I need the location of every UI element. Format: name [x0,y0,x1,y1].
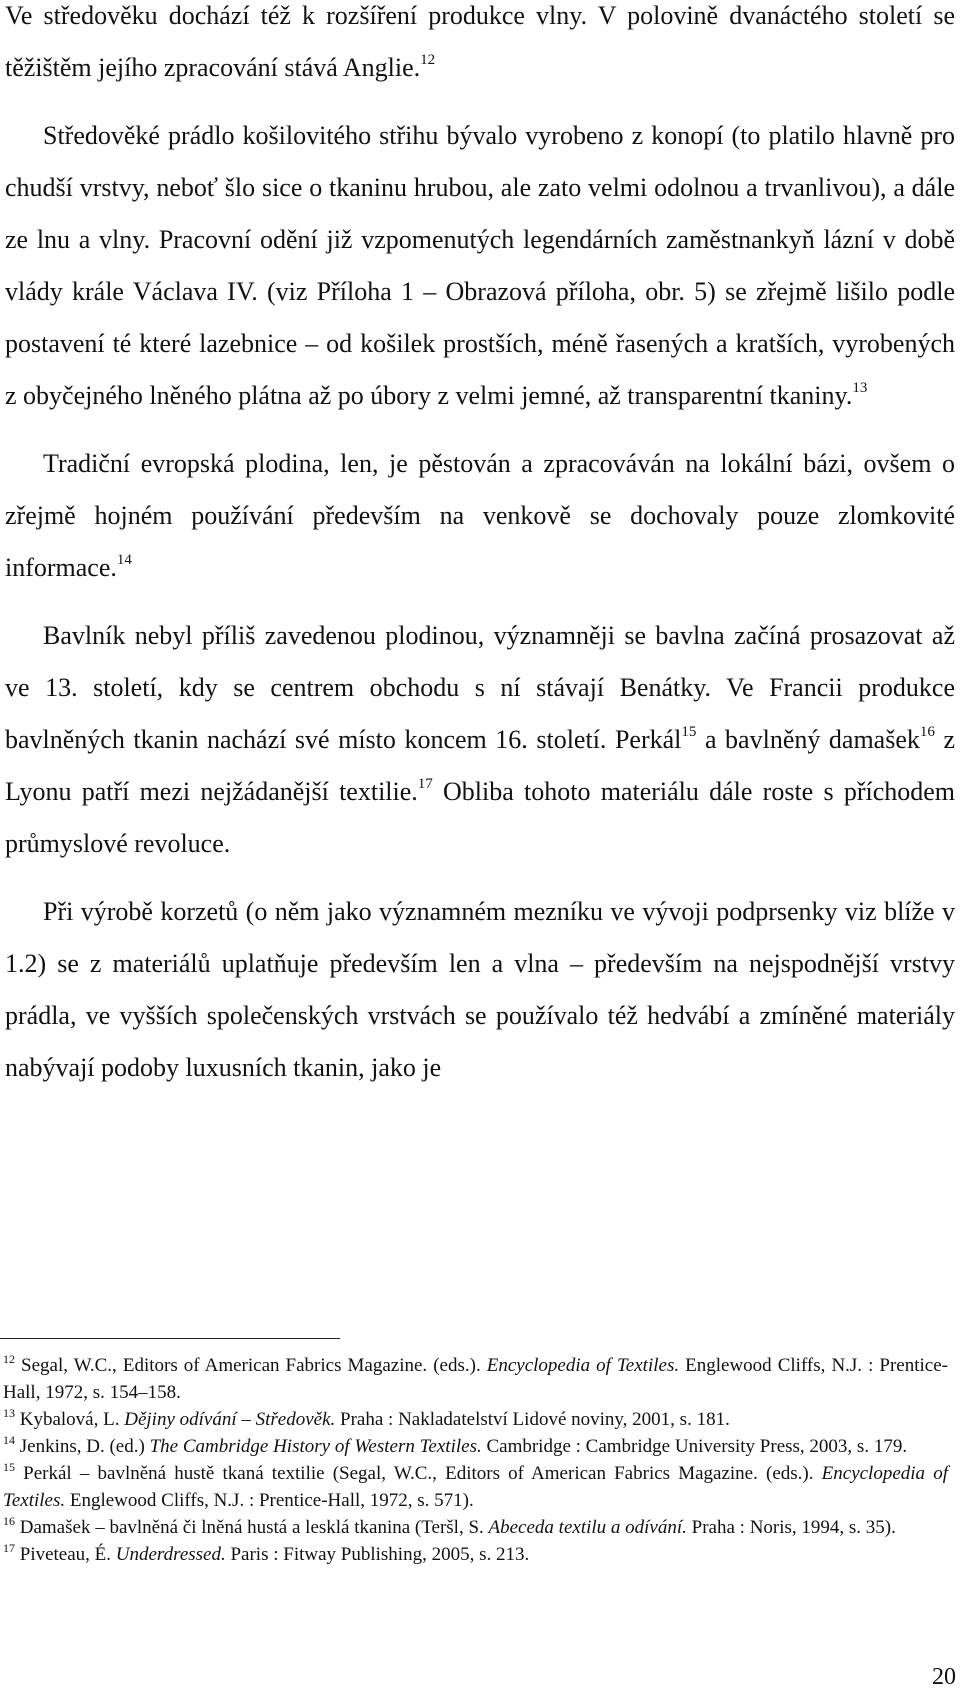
paragraph [5,438,955,594]
text-run: Středověké prádlo košilovitého střihu bývalo vyrobeno z konopí (to platilo hlavně pro chudší vrstvy, neboť šlo sice o tkaninu hrubou, ale zato velmi odolnou a trvanlivou), a dále ze lnu a vlny. Pracovní odění již vzpomenutých legendárních zaměstnankyň lázní v době vlády krále Václava IV. (viz Příloha 1 – Obrazová příloha, obr. 5) se zřejmě lišilo podle postavení té které lazebnice – od košilek prostších, méně řasených a kratších, vyrobených z obyčejného lněného plátna až po úbory z velmi jemné, až transparentní tkaniny. [5,121,955,410]
italic-title: Abeceda textilu a odívání. [488,1517,687,1538]
footnote [3,1541,948,1568]
text-run: Jenkins, D. (ed.) [15,1436,150,1457]
italic-title: Dějiny odívání – Středověk. [124,1409,336,1430]
italic-title: The Cambridge History of Western Textiles. [149,1436,482,1457]
text-run: z Lyonu patří mezi nejžádanější textilie. [5,725,955,806]
text-run: Segal, W.C., Editors of American Fabrics Magazine. (eds.). [15,1355,487,1376]
footnote-reference: 13 [3,1406,15,1420]
paragraph [5,0,955,94]
text-run: Damašek – bavlněná či lněná hustá a lesklá tkanina (Teršl, S. [15,1517,489,1538]
text-run: Ve středověku dochází též k rozšíření produkce vlny. V polovině dvanáctého století se těžištěm jejího zpracování stává Anglie. [5,1,955,82]
footnote [3,1406,948,1433]
footnote-reference: 15 [3,1460,15,1474]
page-number: 20 [932,1664,956,1690]
footnotes [3,1352,948,1568]
text-run: Englewood Cliffs, N.J. : Prentice-Hall, 1972, s. 154–158. [3,1355,948,1403]
paragraph [5,110,955,422]
footnote [3,1514,948,1541]
text-run: a bavlněný damašek [696,725,920,754]
text-run: Praha : Nakladatelství Lidové noviny, 2001, s. 181. [335,1409,730,1430]
footnote [3,1433,948,1460]
footnote-reference: 17 [3,1541,15,1555]
text-run: Praha : Noris, 1994, s. 35). [686,1517,896,1538]
text-run: Englewood Cliffs, N.J. : Prentice-Hall, 1972, s. 571). [65,1490,474,1511]
footnote-reference: 15 [681,724,697,740]
italic-title: Underdressed. [115,1544,226,1565]
footnote-reference: 16 [3,1514,15,1528]
paragraph [5,886,955,1094]
text-run: Perkál – bavlněná hustě tkaná textilie (Segal, W.C., Editors of American Fabrics Magazine. (eds.). [15,1463,822,1484]
text-run: Obliba tohoto materiálu dále roste s příchodem průmyslové revoluce. [5,777,956,858]
footnote-reference: 16 [919,724,935,740]
italic-title: Encyclopedia of Textiles. [3,1463,948,1511]
footnote-separator [0,1338,340,1339]
italic-title: Encyclopedia of Textiles. [486,1355,680,1376]
text-run: Tradiční evropská plodina, len, je pěstován a zpracováván na lokální bázi, ovšem o zřejmě hojném používání především na venkově se dochovaly pouze zlomkovité informace. [5,449,955,582]
footnote-reference: 14 [116,552,132,568]
footnote-reference: 17 [417,776,433,792]
body-text [5,0,955,1110]
text-run: Při výrobě korzetů (o něm jako významném mezníku ve vývoji podprsenky viz blíže v 1.2) se z materiálů uplatňuje především len a vlna – především na nejspodnější vrstvy prádla, ve vyšších společenských vrstvách se používalo též hedvábí a zmíněné materiály nabývají podoby luxusních tkanin, jako je [5,897,955,1082]
text-run: Bavlník nebyl příliš zavedenou plodinou, významněji se bavlna začíná prosazovat až ve 13. století, kdy se centrem obchodu s ní stávají Benátky. Ve Francii produkce bavlněných tkanin nachází své místo koncem 16. století. Perkál [5,621,955,754]
footnote [3,1460,948,1514]
footnote-reference: 12 [420,52,436,68]
footnote-reference: 13 [852,380,868,396]
footnote-reference: 12 [3,1352,15,1366]
footnote [3,1352,948,1406]
footnote-reference: 14 [3,1433,15,1447]
text-run: Cambridge : Cambridge University Press, 2003, s. 179. [481,1436,908,1457]
text-run: Kybalová, L. [15,1409,125,1430]
text-run: Paris : Fitway Publishing, 2005, s. 213. [225,1544,530,1565]
paragraph [5,610,955,870]
text-run: Piveteau, É. [15,1544,116,1565]
